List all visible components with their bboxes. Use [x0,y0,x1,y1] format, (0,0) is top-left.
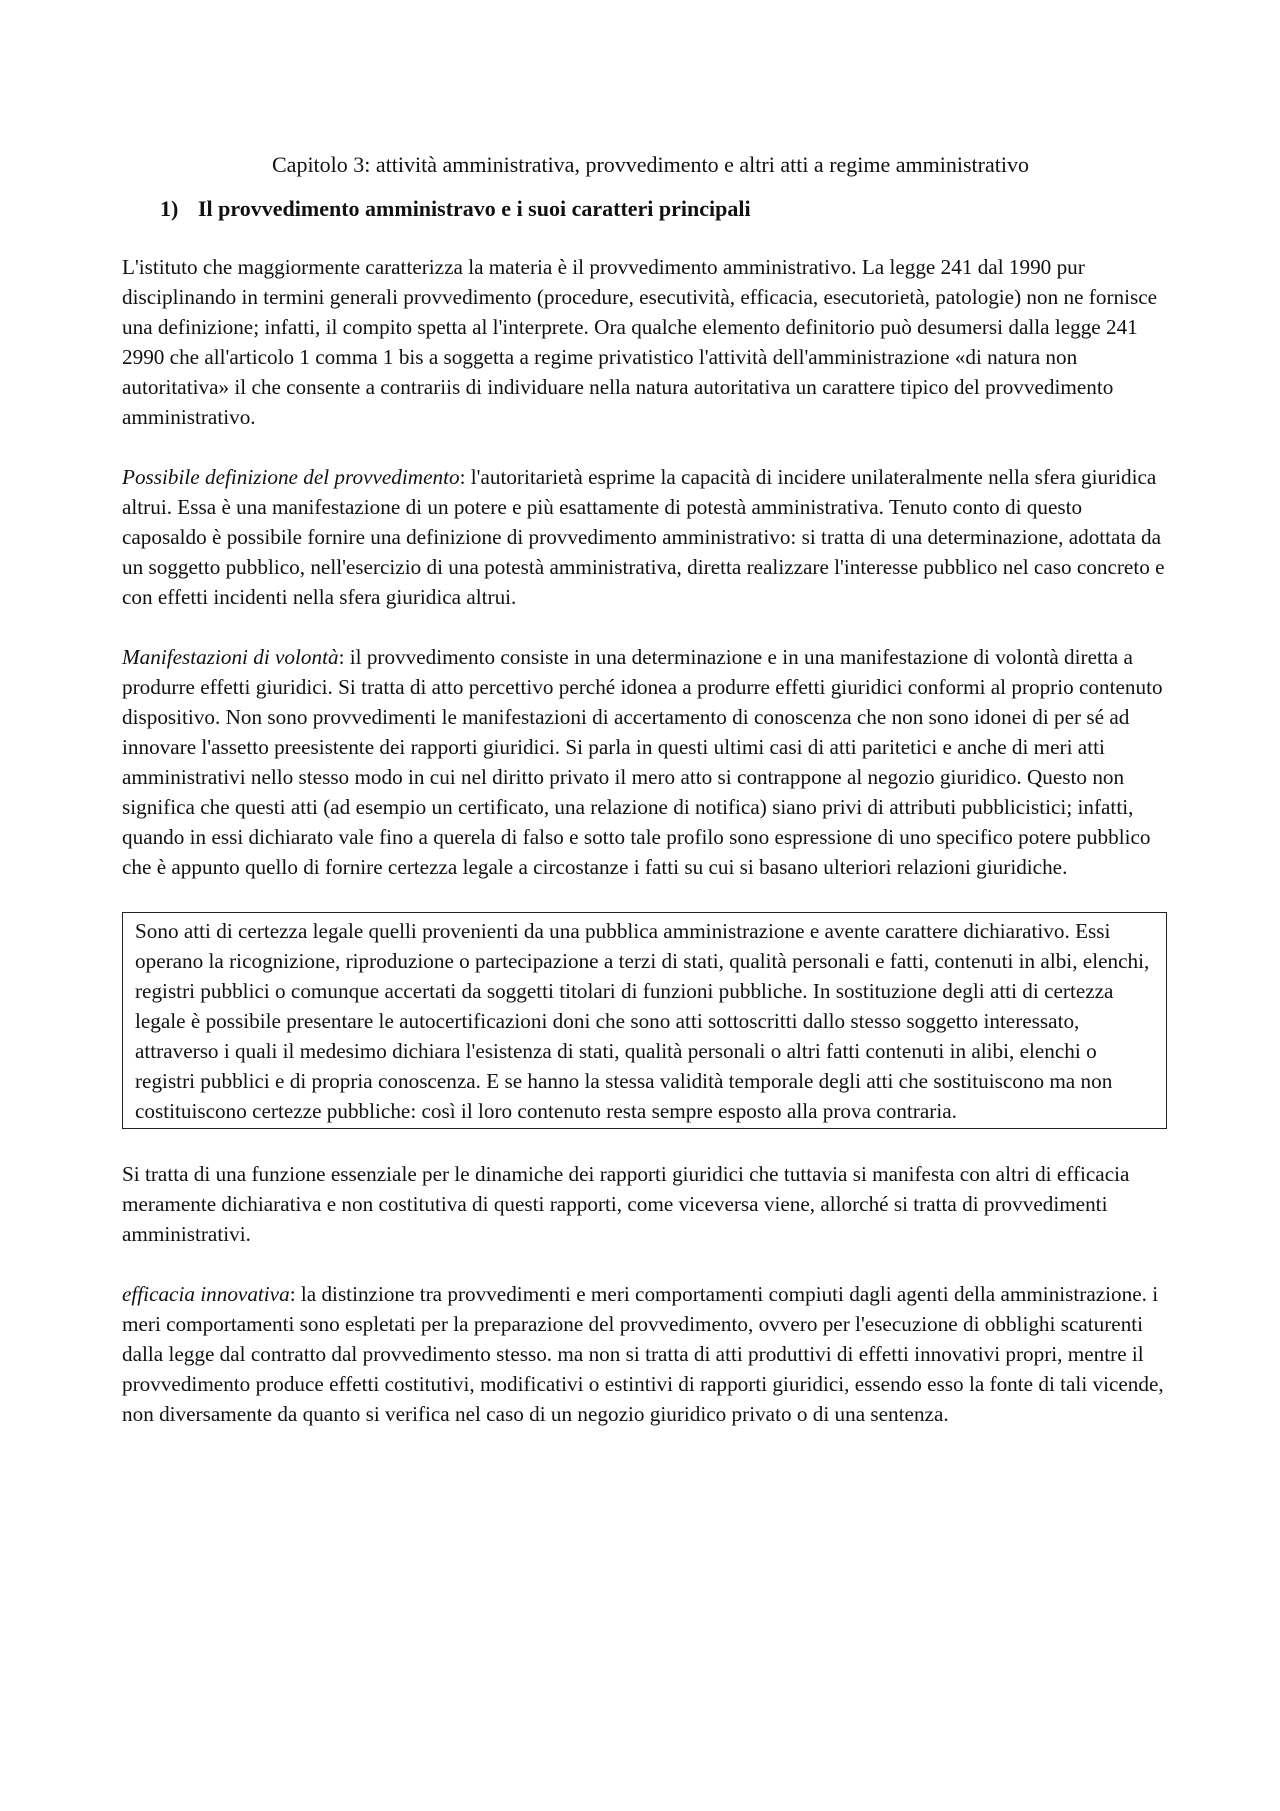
paragraph-efficacia [122,1279,1167,1429]
paragraph-definition-label: Possibile definizione del provvedimento [122,465,460,489]
boxed-note-text: Sono atti di certezza legale quelli provenienti da una pubblica amministrazione e avente carattere dichiarativo. Essi operano la ricognizione, riproduzione o partecipazione a terzi di stati, qualità personali e fatti, contenuti in albi, elenchi, registri pubblici o comunque accertati da soggetti titolari di funzioni pubbliche. In sostituzione degli atti di certezza legale è possibile presentare le autocertificazioni doni che sono atti sottoscritti dallo stesso soggetto interessato, attraverso i quali il medesimo dichiara l'esistenza di stati, qualità personali o altri fatti contenuti in alibi, elenchi o registri pubblici e di propria conoscenza. E se hanno la stessa validità temporale degli atti che sostituiscono ma non costituiscono certezze pubbliche: così il loro contenuto resta sempre esposto alla prova contraria. [135,919,1150,1123]
paragraph-funzione: Si tratta di una funzione essenziale per le dinamiche dei rapporti giuridici che tuttavia si manifesta con altri di efficacia meramente dichiarativa e non costitutiva di questi rapporti, come viceversa viene, allorché si tratta di provvedimenti amministrativi. [122,1162,1130,1246]
section-heading [160,194,1167,224]
paragraph-definition [122,462,1167,612]
document-page [122,150,1167,1459]
section-number: 1) [160,196,179,221]
paragraph-efficacia-label: efficacia innovativa [122,1282,290,1306]
chapter-title: Capitolo 3: attività amministrativa, provvedimento e altri atti a regime amministrativo [272,152,1029,177]
paragraph-definition-text: : l'autoritarietà esprime la capacità di incidere unilateralmente nella sfera giuridica altrui. Essa è una manifestazione di un potere e più esattamente di potestà amministrativa. Tenuto conto di questo caposaldo è possibile fornire una definizione di provvedimento amministrativo: si tratta di una determinazione, adottata da un soggetto pubblico, nell'esercizio di una potestà amministrativa, diretta realizzare l'interesse pubblico nel caso concreto e con effetti incidenti nella sfera giuridica altrui. [122,465,1165,609]
paragraph-manifestazioni [122,642,1167,882]
paragraph-efficacia-text: : la distinzione tra provvedimenti e meri comportamenti compiuti dagli agenti della amministrazione. i meri comportamenti sono espletati per la preparazione del provvedimento, ovvero per l'esecuzione di obblighi scaturenti dalla legge dal contratto dal provvedimento stesso. ma non si tratta di atti produttivi di effetti innovativi propri, mentre il provvedimento produce effetti costitutivi, modificativi o estintivi di rapporti giuridici, essendo esso la fonte di tali vicende, non diversamente da quanto si verifica nel caso di un negozio giuridico privato o di una sentenza. [122,1282,1164,1426]
section-title: Il provvedimento amministravo e i suoi caratteri principali [198,196,751,221]
paragraph-manifestazioni-label: Manifestazioni di volontà [122,645,339,669]
boxed-note [122,912,1167,1129]
paragraph-manifestazioni-text: : il provvedimento consiste in una determinazione e in una manifestazione di volontà diretta a produrre effetti giuridici. Si tratta di atto percettivo perché idonea a produrre effetti giuridici conformi al proprio contenuto dispositivo. Non sono provvedimenti le manifestazioni di accertamento di conoscenza che non sono idonei di per sé ad innovare l'assetto preesistente dei rapporti giuridici. Si parla in questi ultimi casi di atti paritetici e anche di meri atti amministrativi nello stesso modo in cui nel diritto privato il mero atto si contrappone al negozio giuridico. Questo non significa che questi atti (ad esempio un certificato, una relazione di notifica) siano privi di attributi pubblicistici; infatti, quando in essi dichiarato vale fino a querela di falso e sotto tale profilo sono espressione di uno specifico potere pubblico che è appunto quello di fornire certezza legale a circostanze i fatti su cui si basano ulteriori relazioni giuridiche. [122,645,1163,879]
paragraph-intro: L'istituto che maggiormente caratterizza la materia è il provvedimento amministrativo. La legge 241 dal 1990 pur disciplinando in termini generali provvedimento (procedure, esecutività, efficacia, esecutorietà, patologie) non ne fornisce una definizione; infatti, il compito spetta al l'interprete. Ora qualche elemento definitorio può desumersi dalla legge 241 2990 che all'articolo 1 comma 1 bis a soggetta a regime privatistico l'attività dell'amministrazione «di natura non autoritativa» il che consente a contrariis di individuare nella natura autoritativa un carattere tipico del provvedimento amministrativo. [122,255,1158,429]
